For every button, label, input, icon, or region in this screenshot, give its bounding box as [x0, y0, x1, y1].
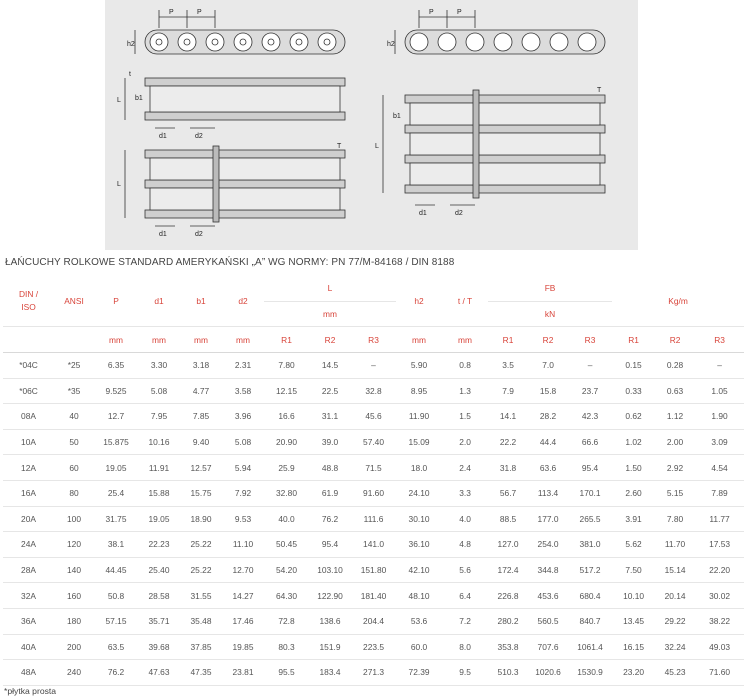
table-cell: 510.3 [488, 660, 528, 686]
table-cell: 141.0 [351, 532, 396, 558]
table-cell: 71.60 [695, 660, 744, 686]
table-cell: 08A [3, 404, 54, 430]
table-cell: 72.8 [264, 608, 309, 634]
table-cell: 3.09 [695, 429, 744, 455]
table-cell: 9.53 [222, 506, 264, 532]
header-d2: d2 [222, 275, 264, 327]
label-T: T [337, 143, 342, 150]
table-cell: 1.5 [442, 404, 488, 430]
table-cell: 80 [54, 480, 94, 506]
table-cell: 64.30 [264, 583, 309, 609]
table-cell: 204.4 [351, 608, 396, 634]
table-cell: 32A [3, 583, 54, 609]
side-view-simplex [135, 10, 345, 54]
table-cell: 2.60 [612, 480, 655, 506]
table-cell: 35.71 [138, 608, 180, 634]
table-cell: 17.53 [695, 532, 744, 558]
table-cell: 3.58 [222, 378, 264, 404]
table-cell: 31.55 [180, 583, 222, 609]
table-cell: 32.24 [655, 634, 695, 660]
table-cell: 32.8 [351, 378, 396, 404]
table-cell: 22.23 [138, 532, 180, 558]
table-cell: 25.22 [180, 557, 222, 583]
table-cell: 1061.4 [568, 634, 612, 660]
table-cell: 61.9 [309, 480, 351, 506]
table-cell: 39.0 [309, 429, 351, 455]
table-cell: 80.3 [264, 634, 309, 660]
table-cell: 25.4 [94, 480, 138, 506]
table-row [3, 480, 744, 506]
table-cell: 40A [3, 634, 54, 660]
table-header [3, 275, 744, 353]
label-d1: d1 [159, 133, 167, 140]
table-cell: 265.5 [568, 506, 612, 532]
header-d1: d1 [138, 275, 180, 327]
table-cell: 840.7 [568, 608, 612, 634]
table-cell: 7.50 [612, 557, 655, 583]
table-body [3, 353, 744, 686]
table-cell: 44.4 [528, 429, 568, 455]
table-cell: 18.90 [180, 506, 222, 532]
table-cell: 560.5 [528, 608, 568, 634]
table-row [3, 378, 744, 404]
table-cell: – [695, 353, 744, 379]
table-cell: – [351, 353, 396, 379]
table-cell: 54.20 [264, 557, 309, 583]
table-cell: 453.6 [528, 583, 568, 609]
table-cell: 1.02 [612, 429, 655, 455]
table-cell: 28A [3, 557, 54, 583]
sub-l-r3: R3 [351, 327, 396, 353]
table-cell: 353.8 [488, 634, 528, 660]
table-cell: 15.14 [655, 557, 695, 583]
table-cell: 24.10 [396, 480, 442, 506]
unit-b1: mm [180, 327, 222, 353]
table-cell: 1.90 [695, 404, 744, 430]
table-cell: 3.18 [180, 353, 222, 379]
table-cell: 10.16 [138, 429, 180, 455]
table-cell: 7.80 [655, 506, 695, 532]
table-cell: 42.3 [568, 404, 612, 430]
table-cell: 24A [3, 532, 54, 558]
table-cell: 28.58 [138, 583, 180, 609]
table-cell: 5.6 [442, 557, 488, 583]
table-cell: 0.15 [612, 353, 655, 379]
table-cell: 170.1 [568, 480, 612, 506]
table-cell: 4.77 [180, 378, 222, 404]
table-cell: 63.6 [528, 455, 568, 481]
table-cell: 5.62 [612, 532, 655, 558]
header-kg-m: Kg/m [612, 275, 744, 327]
table-row [3, 583, 744, 609]
table-cell: 36.10 [396, 532, 442, 558]
table-cell: 91.60 [351, 480, 396, 506]
table-cell: 226.8 [488, 583, 528, 609]
table-cell: 76.2 [309, 506, 351, 532]
table-cell: 45.6 [351, 404, 396, 430]
label-L-2: L [117, 181, 121, 188]
table-cell: 63.5 [94, 634, 138, 660]
table-cell: 9.5 [442, 660, 488, 686]
table-cell: 23.7 [568, 378, 612, 404]
table-cell: 11.91 [138, 455, 180, 481]
table-row [3, 455, 744, 481]
table-cell: *35 [54, 378, 94, 404]
table-row [3, 404, 744, 430]
table-row [3, 608, 744, 634]
table-cell: 76.2 [94, 660, 138, 686]
table-cell: 14.5 [309, 353, 351, 379]
table-cell: 7.89 [695, 480, 744, 506]
header-ansi: ANSI [54, 275, 94, 327]
table-cell: 2.92 [655, 455, 695, 481]
table-cell: 240 [54, 660, 94, 686]
table-cell: 22.2 [488, 429, 528, 455]
table-cell: 4.54 [695, 455, 744, 481]
table-cell: 50.8 [94, 583, 138, 609]
table-cell: 0.62 [612, 404, 655, 430]
unit-d1: mm [138, 327, 180, 353]
label-d2-3: d2 [455, 210, 463, 217]
table-cell: 15.09 [396, 429, 442, 455]
table-row [3, 557, 744, 583]
table-cell: 35.48 [180, 608, 222, 634]
table-cell: 120 [54, 532, 94, 558]
header-t-t: t / T [442, 275, 488, 327]
table-cell: 9.525 [94, 378, 138, 404]
table-cell: 344.8 [528, 557, 568, 583]
table-cell: 42.10 [396, 557, 442, 583]
sub-fb-r3: R3 [568, 327, 612, 353]
table-cell: 57.15 [94, 608, 138, 634]
unit-h2: mm [396, 327, 442, 353]
table-cell: 113.4 [528, 480, 568, 506]
table-cell: 1.50 [612, 455, 655, 481]
table-cell: 2.00 [655, 429, 695, 455]
table-cell: 172.4 [488, 557, 528, 583]
table-cell: 280.2 [488, 608, 528, 634]
table-cell: 0.63 [655, 378, 695, 404]
chain-diagram [105, 0, 638, 250]
header-fb: FB [488, 275, 612, 302]
table-cell: 49.03 [695, 634, 744, 660]
table-row [3, 660, 744, 686]
table-cell: 0.33 [612, 378, 655, 404]
table-cell: 1020.6 [528, 660, 568, 686]
table-cell: 18.0 [396, 455, 442, 481]
table-cell: 19.05 [138, 506, 180, 532]
table-cell: 1.05 [695, 378, 744, 404]
table-cell: 5.08 [222, 429, 264, 455]
table-cell: 103.10 [309, 557, 351, 583]
side-view-duplex [395, 10, 605, 54]
table-cell: 25.9 [264, 455, 309, 481]
table-cell: 72.39 [396, 660, 442, 686]
label-h2-2: h2 [387, 41, 395, 48]
table-cell: 12.15 [264, 378, 309, 404]
header-l-unit: mm [264, 302, 396, 327]
label-T-2: T [597, 87, 602, 94]
table-cell: 6.4 [442, 583, 488, 609]
table-cell: 60.0 [396, 634, 442, 660]
table-cell: 3.30 [138, 353, 180, 379]
table-cell: 19.85 [222, 634, 264, 660]
table-cell: 271.3 [351, 660, 396, 686]
table-cell: 381.0 [568, 532, 612, 558]
table-cell: 7.92 [222, 480, 264, 506]
label-d1-3: d1 [419, 210, 427, 217]
table-cell: 8.95 [396, 378, 442, 404]
table-cell: 22.20 [695, 557, 744, 583]
table-cell: 9.40 [180, 429, 222, 455]
table-row [3, 634, 744, 660]
table-cell: 15.75 [180, 480, 222, 506]
table-cell: 16.6 [264, 404, 309, 430]
table-cell: 11.77 [695, 506, 744, 532]
table-cell: 7.95 [138, 404, 180, 430]
table-cell: 16.15 [612, 634, 655, 660]
table-cell: *25 [54, 353, 94, 379]
table-row [3, 429, 744, 455]
label-L-3: L [375, 143, 379, 150]
table-cell: 95.4 [568, 455, 612, 481]
label-h2: h2 [127, 41, 135, 48]
table-cell: 15.875 [94, 429, 138, 455]
table-cell: 8.0 [442, 634, 488, 660]
table-cell: 23.81 [222, 660, 264, 686]
header-h2: h2 [396, 275, 442, 327]
table-cell: 10A [3, 429, 54, 455]
table-cell: 14.1 [488, 404, 528, 430]
table-cell: 88.5 [488, 506, 528, 532]
chain-drawings [105, 0, 638, 250]
table-cell: 38.22 [695, 608, 744, 634]
label-t: t [129, 71, 131, 78]
table-cell: 3.5 [488, 353, 528, 379]
label-b1-2: b1 [393, 113, 401, 120]
table-cell: 15.88 [138, 480, 180, 506]
table-cell: 10.10 [612, 583, 655, 609]
sub-fb-r2: R2 [528, 327, 568, 353]
table-cell: 111.6 [351, 506, 396, 532]
table-cell: 181.40 [351, 583, 396, 609]
table-cell: 7.80 [264, 353, 309, 379]
table-cell: 517.2 [568, 557, 612, 583]
table-cell: 177.0 [528, 506, 568, 532]
table-cell: 20A [3, 506, 54, 532]
table-cell: 31.1 [309, 404, 351, 430]
table-cell: 95.4 [309, 532, 351, 558]
table-cell: 71.5 [351, 455, 396, 481]
unit-d2: mm [222, 327, 264, 353]
table-cell: 4.8 [442, 532, 488, 558]
table-cell: 254.0 [528, 532, 568, 558]
table-cell: *06C [3, 378, 54, 404]
table-cell: 25.22 [180, 532, 222, 558]
label-P-2: P [197, 9, 202, 16]
unit-ansi [54, 327, 94, 353]
table-cell: 160 [54, 583, 94, 609]
table-cell: 28.2 [528, 404, 568, 430]
table-cell: 1.12 [655, 404, 695, 430]
table-cell: 12A [3, 455, 54, 481]
table-cell: 5.94 [222, 455, 264, 481]
table-cell: 707.6 [528, 634, 568, 660]
header-din-iso: DIN / ISO [3, 275, 54, 327]
label-P-1: P [169, 9, 174, 16]
label-b1: b1 [135, 95, 143, 102]
table-cell: 60 [54, 455, 94, 481]
table-cell: 151.9 [309, 634, 351, 660]
table-cell: 138.6 [309, 608, 351, 634]
sub-l-r1: R1 [264, 327, 309, 353]
table-cell: 53.6 [396, 608, 442, 634]
table-cell: 17.46 [222, 608, 264, 634]
plan-view-triplex [383, 90, 605, 205]
table-cell: 3.91 [612, 506, 655, 532]
table-cell: 22.5 [309, 378, 351, 404]
table-cell: 0.28 [655, 353, 695, 379]
table-cell: 11.90 [396, 404, 442, 430]
header-l: L [264, 275, 396, 302]
label-d2-2: d2 [195, 231, 203, 238]
table-cell: 11.10 [222, 532, 264, 558]
table-cell: 100 [54, 506, 94, 532]
table-cell: 20.14 [655, 583, 695, 609]
table-cell: 30.10 [396, 506, 442, 532]
table-cell: – [568, 353, 612, 379]
table-cell: 37.85 [180, 634, 222, 660]
table-cell: 48A [3, 660, 54, 686]
table-cell: 7.85 [180, 404, 222, 430]
table-cell: 1.3 [442, 378, 488, 404]
table-cell: 11.70 [655, 532, 695, 558]
table-cell: 12.70 [222, 557, 264, 583]
table-cell: 56.7 [488, 480, 528, 506]
table-cell: 1530.9 [568, 660, 612, 686]
table-cell: 20.90 [264, 429, 309, 455]
header-b1: b1 [180, 275, 222, 327]
table-cell: 45.23 [655, 660, 695, 686]
sub-kg-r3: R3 [695, 327, 744, 353]
table-cell: 151.80 [351, 557, 396, 583]
table-cell: 31.75 [94, 506, 138, 532]
table-cell: 12.57 [180, 455, 222, 481]
table-cell: 122.90 [309, 583, 351, 609]
table-cell: 0.8 [442, 353, 488, 379]
label-d1-2: d1 [159, 231, 167, 238]
table-cell: 44.45 [94, 557, 138, 583]
table-row [3, 353, 744, 379]
table-cell: 2.31 [222, 353, 264, 379]
table-row [3, 532, 744, 558]
table-cell: *04C [3, 353, 54, 379]
table-cell: 50.45 [264, 532, 309, 558]
sub-fb-r1: R1 [488, 327, 528, 353]
chain-spec-table [3, 275, 744, 686]
footnote: *płytka prosta [4, 686, 57, 696]
table-cell: 223.5 [351, 634, 396, 660]
table-cell: 95.5 [264, 660, 309, 686]
table-cell: 5.90 [396, 353, 442, 379]
table-cell: 6.35 [94, 353, 138, 379]
unit-din [3, 327, 54, 353]
table-cell: 47.35 [180, 660, 222, 686]
label-d2: d2 [195, 133, 203, 140]
unit-t: mm [442, 327, 488, 353]
table-cell: 36A [3, 608, 54, 634]
table-cell: 180 [54, 608, 94, 634]
table-cell: 7.9 [488, 378, 528, 404]
sub-kg-r2: R2 [655, 327, 695, 353]
table-cell: 3.3 [442, 480, 488, 506]
table-cell: 127.0 [488, 532, 528, 558]
table-cell: 140 [54, 557, 94, 583]
table-cell: 183.4 [309, 660, 351, 686]
table-cell: 3.96 [222, 404, 264, 430]
table-cell: 40.0 [264, 506, 309, 532]
sub-kg-r1: R1 [612, 327, 655, 353]
table-cell: 23.20 [612, 660, 655, 686]
table-cell: 680.4 [568, 583, 612, 609]
table-cell: 2.0 [442, 429, 488, 455]
label-P-3: P [429, 9, 434, 16]
table-cell: 47.63 [138, 660, 180, 686]
table-cell: 32.80 [264, 480, 309, 506]
table-cell: 7.0 [528, 353, 568, 379]
table-cell: 57.40 [351, 429, 396, 455]
plan-view-duplex [125, 146, 345, 226]
table-cell: 5.15 [655, 480, 695, 506]
table-cell: 48.10 [396, 583, 442, 609]
unit-p: mm [94, 327, 138, 353]
label-L: L [117, 97, 121, 104]
table-cell: 4.0 [442, 506, 488, 532]
table-cell: 13.45 [612, 608, 655, 634]
table-cell: 30.02 [695, 583, 744, 609]
plan-view-simplex [125, 78, 345, 128]
header-p: P [94, 275, 138, 327]
table-title: ŁAŃCUCHY ROLKOWE STANDARD AMERYKAŃSKI „A” WG NORMY: PN 77/M-84168 / DIN 8188 [5, 257, 455, 268]
table-cell: 5.08 [138, 378, 180, 404]
table-cell: 200 [54, 634, 94, 660]
table-cell: 48.8 [309, 455, 351, 481]
table-cell: 25.40 [138, 557, 180, 583]
table-cell: 31.8 [488, 455, 528, 481]
table-cell: 66.6 [568, 429, 612, 455]
table-cell: 12.7 [94, 404, 138, 430]
label-P-4: P [457, 9, 462, 16]
table-cell: 16A [3, 480, 54, 506]
table-cell: 39.68 [138, 634, 180, 660]
table-cell: 14.27 [222, 583, 264, 609]
sub-l-r2: R2 [309, 327, 351, 353]
table-cell: 38.1 [94, 532, 138, 558]
table-row [3, 506, 744, 532]
table-cell: 15.8 [528, 378, 568, 404]
header-fb-unit: kN [488, 302, 612, 327]
table-cell: 2.4 [442, 455, 488, 481]
table-cell: 7.2 [442, 608, 488, 634]
table-cell: 50 [54, 429, 94, 455]
table-cell: 19.05 [94, 455, 138, 481]
table-cell: 29.22 [655, 608, 695, 634]
table-cell: 40 [54, 404, 94, 430]
